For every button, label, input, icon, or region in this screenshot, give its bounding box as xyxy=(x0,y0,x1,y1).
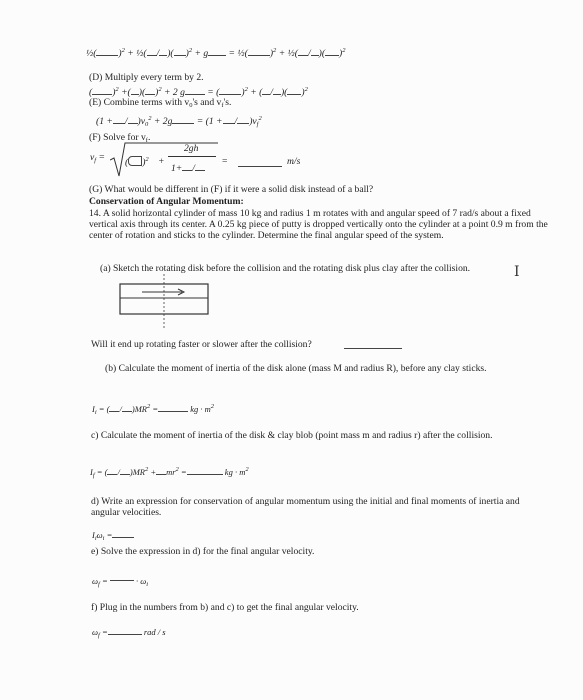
section-g-question: (G) What would be different in (F) if it were a solid disk instead of a ball? xyxy=(89,184,374,195)
part-a: (a) Sketch the rotating disk before the collision and the rotating disk plus clay after the collision. xyxy=(100,263,471,274)
section-d-equation: ( )$^2$ +( )( )$^2$ + 2 g = ( )$^2$ + ( / )( )$^2$ xyxy=(89,86,308,98)
problem-14: 14. A solid horizontal cylinder of mass 10 kg and radius 1 m rotates with and angular speed of 7 rad/s about a fixed vertical axis through its center. A 0.25 kg piece of putty is dropped vertically onto the cylinder at a point 0.9 m from the center of rotation and sticks to the cylinder. Determine the final angular speed of the system. xyxy=(89,208,548,241)
part-d-equation: $I_i\omega_i$ = xyxy=(92,529,134,544)
part-c: c) Calculate the moment of inertia of the disk & clay blob (point mass m and radius r) after the collision. xyxy=(91,430,493,441)
section-d-heading: (D) Multiply every term by 2. xyxy=(89,72,204,83)
section-f-heading: (F) Solve for $v_f$. xyxy=(89,132,151,144)
text-cursor-icon: I xyxy=(514,264,520,280)
part-d: d) Write an expression for conservation of angular momentum using the initial and final moments of inertia and angular velocities. xyxy=(91,496,520,518)
part-b: (b) Calculate the moment of inertia of the disk alone (mass M and radius R), before any clay sticks. xyxy=(105,363,487,374)
part-f-equation: $\omega_f$ = rad / s xyxy=(92,627,166,639)
faster-answer-blank[interactable] xyxy=(344,340,402,349)
f-equals: = xyxy=(222,156,228,167)
part-c-equation: $I_f$ = ( / )$MR^2 + mr^2$ = kg · $m^2$ xyxy=(90,466,249,479)
part-e-equation: $\omega_f$ = · $\omega_i$ xyxy=(92,576,149,588)
fraction-denominator: 1+ / xyxy=(171,162,205,174)
fraction-bar xyxy=(168,156,216,157)
part-b-equation: $I_i$ = ( / )$MR^2$ = kg · $m^2$ xyxy=(92,403,215,416)
part-e: e) Solve the expression in d) for the final angular velocity. xyxy=(91,546,315,557)
part-f: f) Plug in the numbers from b) and c) to get the final angular velocity. xyxy=(91,602,359,613)
faster-question: Will it end up rotating faster or slower after the collision? xyxy=(91,339,312,350)
fraction-numerator: 2gh xyxy=(184,143,199,154)
radicand-term: ( )$^2$ xyxy=(125,156,149,168)
energy-equation: ½( )$^2$ + ½( / )( )$^2$ + g = ½( )$^2$ + ½( / )( )$^2$ xyxy=(86,47,346,59)
section-f-lhs: $v_f$ = xyxy=(90,152,105,164)
f-answer-blank[interactable] xyxy=(238,158,282,167)
section-e-heading: (E) Combine terms with $v_0's$ and $v_f's$. xyxy=(89,97,232,109)
f-unit: m/s xyxy=(287,156,301,167)
section-title: Conservation of Angular Momentum: xyxy=(89,196,244,207)
radicand-plus: + xyxy=(158,156,165,167)
disk-sketch xyxy=(118,274,210,332)
section-e-equation: (1 + / )$v_0^2 + 2g = (1$ + / )$v_f^2$ xyxy=(96,115,262,128)
